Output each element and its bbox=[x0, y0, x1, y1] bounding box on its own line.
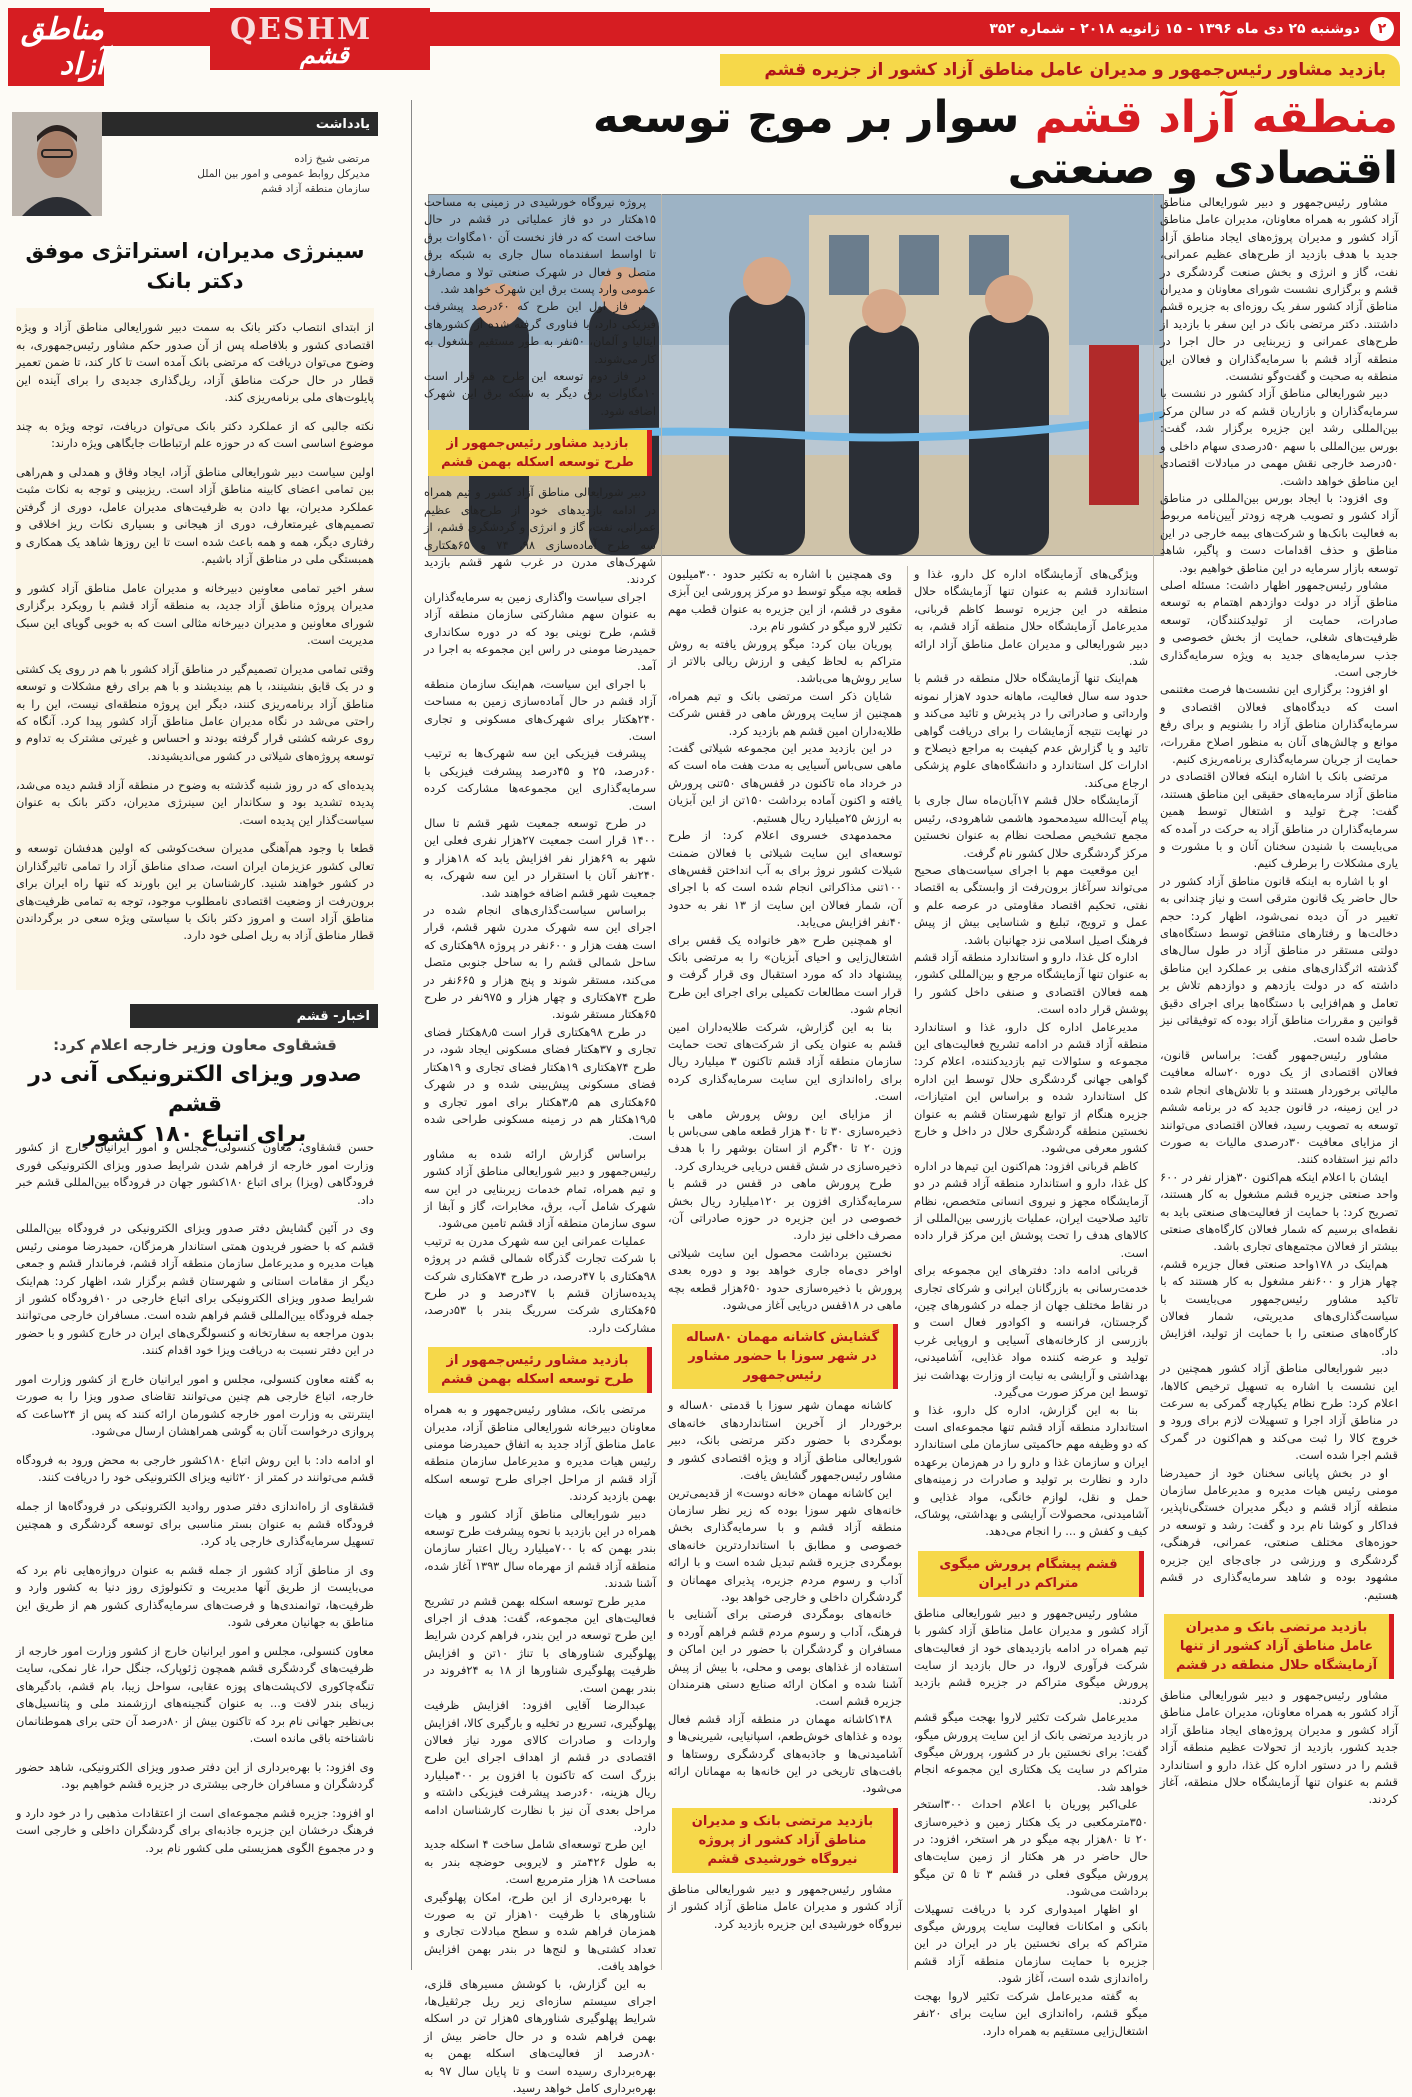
section-subhead: بازدید مشاور رئیس‌جمهور از طرح توسعه اسکله بهمن قشم bbox=[428, 1347, 652, 1393]
author-organization: سازمان منطقه آزاد قشم bbox=[261, 183, 370, 195]
paragraph: در طرح توسعه جمعیت شهر قشم تا سال ۱۴۰۰ قرار است جمعیت ۲۷هزار نفری فعلی این شهر به ۶۹هزار نفر افزایش یابد که ۱۸هزار و ۲۴۰نفر آنان با استقرار در این سه شهرک، به جمعیت شهر قشم اضافه خواهند شد. bbox=[424, 816, 657, 900]
paragraph: نخستین برداشت محصول این سایت شیلاتی اواخر دی‌ماه جاری خواهد بود و دوره بعدی پرورش با ذخیره‌سازی حدود ۶۵۰هزار قطعه بچه ماهی در ۱۸قفس دریایی آغاز می‌شود. bbox=[668, 1245, 902, 1313]
section-subhead: بازدید مشاور رئیس‌جمهور از طرح توسعه اسکله بهمن قشم bbox=[428, 430, 652, 476]
paragraph: حسن قشقاوی، معاون کنسولی، مجلس و امور ایرانیان خارج از کشور وزارت امور خارجه از فراهم شدن شرایط صدور ویزای الکترونیکی فوری فرودگاهی (ویزا) برای اتباع ۱۸۰کشور جهان در فرودگاه بین‌المللی قشم خبر داد. bbox=[16, 1140, 374, 1207]
article-column-3 bbox=[668, 566, 902, 1970]
news-body bbox=[16, 1128, 374, 1970]
section-subhead: گشایش کاشانه مهمان ۸۰ساله در شهر سوزا با حضور مشاور رئیس‌جمهور bbox=[672, 1324, 898, 1389]
paragraph: مشاور رئیس‌جمهور و دبیر شورایعالی مناطق آزاد کشور و مدیران عامل مناطق آزاد کشور از نیروگاه خورشیدی این جزیره بازدید کرد. bbox=[668, 1881, 902, 1931]
paragraph: پدیده‌ای که در روز شنبه گذشته به وضوح در منطقه آزاد قشم دیده می‌شد، پدیده تشدید بود و سکاندار این سینرژی مدیران، دکتر بانک به عنوان سیاست‌گذار این پدیده است. bbox=[16, 777, 374, 827]
paragraph: طرح پرورش ماهی در قفس در قشم با سرمایه‌گذاری افزون بر ۱۲۰میلیارد ریال بخش خصوصی در این جزیره در حوزه صادراتی آن، مصرف داخلی نیز دارد. bbox=[668, 1176, 902, 1243]
paragraph: او با اشاره به اینکه قانون مناطق آزاد کشور در حال حاضر یک قانون مترقی است و نیاز چندانی به تغییر در آن دیده نمی‌شود، اظهار کرد: حجم دخالت‌ها و رفتارهای متناقض توسط دستگاه‌های دولتی مستقر در مناطق آزاد در طول سال‌های گذشته اثرگذاری‌های منفی بر عملکرد این مناطق داشته که در دولت یازدهم و دوازدهم تلاش بر تعامل و هم‌افزایی با دستگاه‌ها برای اجرای دقیق قوانین و مقررات مناطق آزاد بوده که توفیقاتی نیز حاصل شده است. bbox=[1160, 873, 1398, 1045]
paragraph: این موقعیت مهم با اجرای سیاست‌های صحیح می‌تواند سرآغاز برون‌رفت از وابستگی به اقتصاد نفتی، تحکیم اقتصاد مقاومتی در عرصه علم و عمل و ترویج، تبلیغ و شناسایی بیش از پیش فرهنگ اصیل اسلامی نزد جهانیان باشد. bbox=[914, 862, 1148, 947]
paragraph: معاون کنسولی، مجلس و امور ایرانیان خارج از کشور وزارت امور خارجه از ظرفیت‌های گردشگری قشم همچون ژئوپارک، جنگل حرا، غار نمکی، سایت تنگه‌چاکوری لاک‌پشت‌های پوزه عقابی، سواحل زیبا، بام قشم، بادگیرهای زیبای بندر لافت و... به عنوان گنجینه‌های ارزشمند ملی و پتانسیل‌های بی‌نظیر جهانی نام برد که تاکنون بیش از ۸۰درصد آن حتی برای هموطنانمان ناشناخته باقی مانده است. bbox=[16, 1643, 374, 1745]
paragraph: با بهره‌برداری از این طرح، امکان پهلوگیری شناورهای با ظرفیت ۱۰هزار تن به صورت همزمان فراهم شده و سطح مبادلات تجاری و تعداد کشتی‌ها و لنج‌ها در بندر بهمن افزایش خواهد یافت. bbox=[424, 1889, 656, 1974]
author-info bbox=[110, 152, 370, 197]
paragraph: دبیر شورایعالی مناطق آزاد کشور در نشست با سرمایه‌گذاران و بازاریان قشم که در سالن مرکز بین‌المللی رشد این جزیره برگزار شد، گفت: بورس بین‌المللی با سهم ۵۰درصدی سهام داخلی و ۵۰درصد خارجی نقش مهمی در مبادلات اقتصادی این مناطق خواهد داشت. bbox=[1160, 386, 1398, 488]
paragraph: شایان ذکر است مرتضی بانک و تیم همراه، همچنین از سایت پرورش ماهی در قفس شرکت طلایه‌داران امین قشم هم بازدید کرد. bbox=[668, 688, 902, 738]
paragraph: مرتضی بانک با اشاره اینکه فعالان اقتصادی در مناطق آزاد سرمایه‌های حقیقی این مناطق هستند، گفت: چرخ تولید و اشتغال توسط همین سرمایه‌گذاران در مناطق آزاد به حرکت در آمده که می‌بایست با شنیدن سخنان آنان و با مشورت و یاری مشکلات را برطرف کنیم. bbox=[1160, 769, 1398, 871]
newspaper-logo: مناطق آزاد bbox=[8, 8, 104, 86]
author-portrait bbox=[12, 112, 102, 216]
section-subhead: قشم پیشگام پرورش میگوی متراکم در ایران bbox=[918, 1551, 1144, 1597]
paragraph: ویژگی‌های آزمایشگاه اداره کل دارو، غذا و استاندارد قشم به عنوان تنها آزمایشگاه حلال منطقه در این جزیره توسط کاظم قربانی، مدیرعامل آزمایشگاه حلال منطقه آزاد قشم، به دبیر شورایعالی و مدیران عامل مناطق آزاد ارائه شد. bbox=[914, 567, 1148, 669]
article-column-4 bbox=[424, 194, 657, 2096]
paragraph: بنا به این گزارش، اداره کل دارو، غذا و استاندارد منطقه آزاد قشم تنها مجموعه‌ای است که دو وظیفه مهم حاکمیتی سازمان ملی استاندارد ایران و سازمان غذا و دارو را در هم‌زمان برعهده دارد و نظارت بر تولید و صادرات در زمینه‌های حمل و نقل، لوازم خانگی، مواد غذایی و آشامیدنی، محصولات آرایشی و بهداشتی، پوشاک، کیف و کفش و ... را انجام می‌دهد. bbox=[914, 1402, 1148, 1539]
paragraph: وی از مناطق آزاد کشور از جمله قشم به عنوان دروازه‌هایی نام برد که می‌بایست از طریق آنها مدیریت و تکنولوژی روز دنیا به کشور وارد و ظرفیت‌ها، توانمندی‌ها و فرصت‌های سرمایه‌گذاری کشور هم از طریق این مناطق به جهانیان معرفی شود. bbox=[16, 1562, 374, 1630]
page-number: ۲ bbox=[1370, 17, 1394, 41]
paragraph: این طرح توسعه‌ای شامل ساخت ۴ اسکله جدید به طول ۴۲۶متر و لایروبی حوضچه بندر به مساحت ۱۸ هزار مترمربع است. bbox=[424, 1837, 656, 1887]
paragraph: خانه‌های بومگردی فرصتی برای آشنایی با فرهنگ، آداب و رسوم مردم قشم فراهم آورده و مسافران و گردشگران با حضور در این اماکن و استفاده از غذاهای بومی و محلی، با بیش از پیش آشنا شده و امکان ارائه صنایع دستی هنرمندان جزیره قشم است. bbox=[668, 1607, 902, 1709]
paragraph: مدیر طرح توسعه اسکله بهمن قشم در تشریح فعالیت‌های این مجموعه، گفت: هدف از اجرای این طرح توسعه در این بندر، فراهم کردن شرایط پهلوگیری شناورهای با تناژ ۱۰تن و افزایش ظرفیت پهلوگیری شناورها از ۱۸ به ۲۴فروند در بندر بهمن است. bbox=[424, 1593, 657, 1695]
paragraph: علی‌اکبر پوریان با اعلام احداث ۳۰۰استخر ۳۵۰مترمکعبی در یک هکتار زمین و ذخیره‌سازی ۲۰ تا ۸۰هزار بچه میگو در هر استخر، افزود: در حال حاضر در هر هکتار از زمین سایت‌های پرورش میگوی فعلی در قشم ۳ تا ۵ تن میگو برداشت می‌شود. bbox=[914, 1797, 1149, 1899]
paragraph: وی افزود: با ایجاد بورس بین‌المللی در مناطق آزاد کشور و تصویب هرچه زودتر آیین‌نامه مربوط به فعالیت بانک‌ها و شرکت‌های بیمه خارجی در این مناطق و حذف اقدامات دست و پاگیر، شاهد توسعه بازار سرمایه در این مناطق خواهیم بود. bbox=[1160, 490, 1398, 575]
paragraph: مشاور رئیس‌جمهور و دبیر شورایعالی مناطق آزاد کشور به همراه معاونان، مدیران عامل مناطق آزاد کشور و مدیران پروژه‌های ایجاد مناطق آزاد جدید با هدف بازدید از طرح‌های عظیم عمرانی، نفت، گاز و انرژی و بخش صنعت گردشگری در قشم و برگزاری نشست شورای معاونان و مدیران مناطق آزاد کشور سفر یک روزه‌ای به جزیره قشم داشتند. دکتر مرتضی بانک در این سفر با بازدید از طرح‌های عمرانی و زیربنایی در حال اجرا در منطقه آزاد قشم با سرمایه‌گذاران و فعالان این منطقه به صحبت و گفت‌وگو نشست. bbox=[1160, 195, 1398, 384]
paragraph: وی در آئین گشایش دفتر صدور ویزای الکترونیکی در فرودگاه بین‌المللی قشم که با حضور فریدون همتی استاندار هرمزگان، حمیدرضا مومنی رئیس هیات مدیره و مدیرعامل سازمان منطقه آزاد قشم، فرماندار قشم و جمعی دیگر از مقامات استانی و شهرستان قشم برگزار شد، اظهار کرد: هم‌اینک شرایط صدور ویزای الکترونیکی برای اتباع خارجی در ۱۰فرودگاه کشور از جمله فرودگاه بین‌المللی قشم فراهم شده است. مسافران خارجی می‌توانند بدون مراجعه به سفارتخانه و کنسولگری‌های ایران در خارج کشور و با حضور در این دفتر نسبت به دریافت ویزا خود اقدام کنند. bbox=[16, 1221, 374, 1358]
dateline: دوشنبه ۲۵ دی ماه ۱۳۹۶ - ۱۵ ژانویه ۲۰۱۸ - شماره ۳۵۲ bbox=[989, 21, 1360, 37]
paragraph: آزمایشگاه حلال قشم ۱۷آبان‌ماه سال جاری با پیام آیت‌الله سیدمحمود هاشمی شاهرودی، رئیس مجمع تشخیص مصلحت نظام به عنوان نخستین مرکز گردشگری حلال کشور نام گرفت. bbox=[914, 793, 1148, 860]
paragraph: به گفته معاون کنسولی، مجلس و امور ایرانیان خارج از کشور وزارت امور خارجه، اتباع خارجی هم چنین می‌توانند تقاضای صدور ویزا را به صورت اینترنتی به وزارت امور خارجه کشورمان ارائه کنند که پس از ۲۴ساعت که پروازی درخواست آنان به گوشی همراهشان ارسال می‌شود. bbox=[16, 1372, 374, 1439]
paragraph: بنا به این گزارش، شرکت طلایه‌داران امین قشم به عنوان یکی از شرکت‌های تحت حمایت سازمان منطقه آزاد قشم تاکنون ۳ میلیارد ریال برای راه‌اندازی این سایت سرمایه‌گذاری کرده است. bbox=[668, 1019, 902, 1104]
paragraph: عملیات عمرانی این سه شهرک مدرن به ترتیب با شرکت تجارت گذرگاه شمالی قشم در پروژه ۹۸هکتاری با ۴۷درصد، در طرح ۷۴هکتاری شرکت پدیده‌سازان قشم با ۴۷درصد و در طرح ۶۵هکتاری شرکت سرریگ بندر با ۵۳درصد، مشارکت دارد. bbox=[424, 1233, 656, 1335]
paragraph: پیشرفت فیزیکی این سه شهرک‌ها به ترتیب ۶۰درصد، ۲۵ و ۴۵درصد پیشرفت فیزیکی با سرمایه‌گذاری این مجموعه‌ها مشارکت کرده است. bbox=[424, 746, 656, 813]
paragraph: او افزود: برگزاری این نشست‌ها فرصت مغتنمی است که دیدگاه‌های فعالان اقتصادی و سرمایه‌گذاران مناطق آزاد را بشنویم و برای رفع موانع و چالش‌های آنان به منظور اصلاح مقررات، حمایت از جریان سرمایه‌گذاری برنامه‌ریزی کنیم. bbox=[1160, 682, 1398, 766]
paragraph: او اظهار امیدواری کرد با دریافت تسهیلات بانکی و امکانات فعالیت سایت پرورش میگوی متراکم که برای نخستین بار در ایران در این جزیره با حمایت سازمان منطقه آزاد قشم راه‌اندازی شده است، آغاز شود. bbox=[914, 1901, 1148, 1986]
author-name: مرتضی شیخ زاده bbox=[294, 153, 370, 165]
paragraph: او ادامه داد: با این روش اتباع ۱۸۰کشور خارجی به محض ورود به فرودگاه قشم می‌توانند در کمتر از ۲۰ثانیه ویزای الکترونیکی خود را دریافت کنند. bbox=[16, 1453, 374, 1485]
column-divider bbox=[1153, 194, 1154, 1970]
paragraph: مشاور رئیس‌جمهور اظهار داشت: مسئله اصلی مناطق آزاد در دولت دوازدهم اهتمام به توسعه صادرات، حمایت از تولیدکنندگان، توسعه ظرفیت‌های شغلی، حمایت از بخش خصوصی و جذب سرمایه‌های جدید به ویژه سرمایه‌گذاری خارجی است. bbox=[1160, 577, 1398, 679]
paragraph: با اجرای این سیاست، هم‌اینک سازمان منطقه آزاد قشم در حال آماده‌سازی زمین به مساحت ۲۴۰هکتار برای شهرک‌های مسکونی و تجاری است. bbox=[424, 676, 656, 743]
paragraph: سفر اخیر تمامی معاونین دبیرخانه و مدیران عامل مناطق آزاد کشور و مدیران پروژه مناطق آزاد جدید، به منطقه آزاد قشم با رویکرد برگزاری شورای معاونین و مدیران دبیرخانه مثالی است که به خوبی گویای این سبک مدیریت است. bbox=[16, 580, 374, 648]
paragraph: در این بازدید مدیر این مجموعه شیلاتی گفت: ماهی سی‌باس آسیایی به مدت هفت ماه است که در خرداد ماه تاکنون در قفس‌های ۵۰تنی پرورش یافته و اکنون آماده برداشت ۱۵۰تن از این آبزیان به ارزش ۲۵میلیارد ریال هستیم. bbox=[668, 741, 902, 825]
paragraph: از مزایای این روش پرورش ماهی با ذخیره‌سازی ۳۰ تا ۴۰ هزار قطعه ماهی سی‌باس با وزن ۲۰ تا ۴۰گرم از استان بوشهر را با هدف ذخیره‌سازی در شش قفس دریایی خریداری کرد. bbox=[668, 1106, 902, 1173]
paragraph: وی همچنین با اشاره به تکثیر حدود ۳۰۰میلیون قطعه بچه میگو توسط دو مرکز پرورشی این آبزی مقوی در قشم، از این جزیره به عنوان قطب مهم تکثیر لارو میگو در کشور نام برد. bbox=[668, 567, 902, 634]
main-headline bbox=[418, 92, 1398, 194]
headline-red-part: منطقه آزاد قشم bbox=[1034, 92, 1398, 143]
headline-black-part: سوار بر موج توسعه اقتصادی و صنعتی bbox=[592, 92, 1398, 194]
column-divider bbox=[907, 566, 908, 1970]
paragraph: قشقاوی از راه‌اندازی دفتر صدور روادید الکترونیکی در فرودگاه‌ها از جمله فرودگاه قشم به عنوان بستر مناسبی برای توسعه گردشگری و همچنین تسهیل سرمایه‌گذاری خارجی یاد کرد. bbox=[16, 1499, 374, 1549]
main-kicker: بازدید مشاور رئیس‌جمهور و مدیران عامل مناطق آزاد کشور از جزیره قشم bbox=[720, 54, 1400, 86]
paragraph: اجرای سیاست واگذاری زمین به سرمایه‌گذاران به عنوان سهم مشارکتی سازمان منطقه آزاد قشم، طرح نوینی بود که در دوره سکانداری حمیدرضا مومنی در راس این مجموعه به اجرا در آمد. bbox=[424, 589, 656, 674]
paragraph: ۱۴۸کاشانه مهمان در منطقه آزاد قشم فعال بوده و غذاهای خوش‌طعم، اسپانیایی، شیرینی‌ها و آشامیدنی‌ها و جاذبه‌های گردشگری روستاها و بافت‌های تاریخی در این خانه‌ها به مهمانان ارائه می‌شود. bbox=[668, 1711, 902, 1796]
news-kicker: قشقاوی معاون وزیر خارجه اعلام کرد: bbox=[53, 1036, 337, 1054]
paragraph: مشاور رئیس‌جمهور و دبیر شورایعالی مناطق آزاد کشور و مدیران عامل مناطق آزاد کشور با تیم همراه در ادامه بازدیدهای خود از فعالیت‌های شرکت فرآوری لاروا، در حال بازدید از سایت پرورش میگوی متراکم در جزیره قشم بازدید کردند. bbox=[914, 1605, 1148, 1707]
news-label-text: اخبار- قشم bbox=[296, 1008, 370, 1024]
paragraph: در طرح ۹۸هکتاری قرار است ۸٫۵هکتار فضای تجاری و ۳۷هکتار فضای مسکونی ایجاد شود، در طرح ۷۴هکتاری ۱۹هکتار فضای تجاری و ۱۹هکتار فضای مسکونی پیش‌بینی شده و در شهرک ۶۵هکتاری هم ۳٫۵هکتار برای امور تجاری و ۱۹٫۵هکتار هم در زمینه مسکونی طراحی شده است. bbox=[424, 1024, 656, 1144]
paragraph: پوریان بیان کرد: میگو پرورش یافته به روش متراکم به لحاظ کیفی و ارزش ریالی بالاتر از سایر روش‌ها می‌باشد. bbox=[668, 636, 902, 686]
paragraph: او همچنین طرح «هر خانواده یک قفس برای اشتغال‌زایی و احیای آبزیان» را به مرتضی بانک پیشنهاد داد که مورد استقبال وی قرار گرفت و قرار است مطالعات تکمیلی برای اجرای این طرح انجام شود. bbox=[668, 932, 902, 1017]
paragraph: مشاور رئیس‌جمهور و دبیر شورایعالی مناطق آزاد کشور به همراه معاونان، مدیران عامل مناطق آزاد کشور و مدیران پروژه‌های ایجاد مناطق آزاد جدید کشور، بازدید از تحولات عظیم منطقه آزاد قشم را در دستور اداره کل غذا، دارو و استاندارد قشم به عنوان تنها آزمایشگاه حلال منطقه، آغاز کردند. bbox=[1160, 1687, 1398, 1807]
news-title-line-2: برای اتباع ۱۸۰ کشور bbox=[83, 1122, 307, 1147]
paragraph: وقتی تمامی مدیران تصمیم‌گیر در مناطق آزاد کشور با هم در روی یک کشتی و در یک قایق بنشینند، با هم بیندیشند و با هم برای رفع مشکلات و توسعه مناطق آزاد برنامه‌ریزی کنند، دیگر این پروژه منطقه‌ای نیست، این را به راحتی می‌شد در نگاه مدیران عامل مناطق آزاد کشور پیدا کرد. آنگاه که روی عرشه کشتی قرار گرفته بودند و احساس و غیرتی مشترک به تداوم و توسعه پروژه‌های شیلاتی در کشور می‌اندیشیدند. bbox=[16, 661, 374, 763]
paragraph: مشاور رئیس‌جمهور گفت: براساس قانون، فعالان اقتصادی از یک دوره ۲۰ساله معافیت مالیاتی برخوردار هستند و با تلاش‌های انجام شده در این زمینه، در قانون جدید که در برنامه ششم توسعه به تصویب رسید، فعالان اقتصادی می‌توانند از مزایای معافیت ۳۰درصدی مالیات به صورت دائم نیز استفاده کنند. bbox=[1160, 1047, 1398, 1167]
brand-latin: QESHM bbox=[230, 12, 373, 47]
left-sidebar bbox=[12, 112, 378, 1970]
news-title-line-1: صدور ویزای الکترونیکی آنی در قشم bbox=[28, 1062, 362, 1117]
author-role: مدیرکل روابط عمومی و امور بین الملل bbox=[197, 168, 370, 180]
section-subhead: بازدید مرتضی بانک و مدیران عامل مناطق آزاد کشور از تنها آزمایشگاه حلال منطقه در قشم bbox=[1164, 1614, 1394, 1679]
paragraph: ایشان با اعلام اینکه هم‌اکنون ۳۰هزار نفر در ۶۰۰ واحد صنعتی جزیره قشم مشغول به کار هستند، تصریح کرد: با حمایت از فعالیت‌های صنعتی باید به نقطه‌ای برسیم که شمار فعالان کارگاه‌های صنعتی بیشتر از فعالان مجتمع‌های تجاری باشد. bbox=[1160, 1169, 1398, 1254]
paragraph: قربانی ادامه داد: دفترهای این مجموعه برای خدمت‌رسانی به بازرگانان ایرانی و شرکای تجاری در نقاط مختلف جهان از جمله در کشورهای چین، گرجستان، فرانسه و اکوادور فعال است و بازرسی از کارخانه‌های آسیایی و اروپایی غرب تولید و عرضه کننده مواد غذایی، آشامیدنی، بهداشتی و آرایشی به نیابت از وزارت بهداشت نیز توسط این مرکز صورت می‌گیرد. bbox=[914, 1263, 1148, 1400]
note-section-label bbox=[100, 112, 378, 136]
paragraph: قطعا با وجود هم‌آهنگی مدیران سخت‌کوشی که اولین هدفشان توسعه و تعالی کشور عزیزمان ایران است، صدای مناطق آزاد را تمامی تاثیرگذاران در کشور خواهند شنید. کارشناسان بر این باورند که تنها راه ایران برای برون‌رفت از وضعیت اقتصادی نامطلوب موجود، توجه به تمامی ظرفیت‌های مناطق آزاد است و امروز دکتر بانک با سیاستی ویژه سعی در برگرداندن قطار مناطق آزاد به ریل اصلی خود دارد. bbox=[16, 841, 374, 943]
column-divider bbox=[661, 194, 662, 1970]
brand-persian: قشم bbox=[300, 40, 349, 69]
paragraph: اداره کل غذا، دارو و استاندارد منطقه آزاد قشم به عنوان تنها آزمایشگاه مرجع و بین‌المللی کشور، همه فعالان اقتصادی و صنفی داخل کشور را پوشش قرار داده است. bbox=[914, 949, 1148, 1017]
paragraph: کاشانه مهمان شهر سوزا با قدمتی ۸۰ساله و برخوردار از آخرین استانداردهای خانه‌های بومگردی با حضور دکتر مرتضی بانک، دبیر شورایعالی مناطق آزاد و ویژه اقتصادی کشور و مشاور رئیس‌جمهور گشایش یافت. bbox=[668, 1398, 902, 1483]
paragraph: دبیر شورایعالی مناطق آزاد کشور همچنین در این نشست با اشاره به تسهیل ترخیص کالاها، اعلام کرد: طرح نظام یکپارچه گمرکی به سرعت در مناطق آزاد اجرا و تسهیلات لازم برای ورود و خروج کالا را ثبت می‌کند و هم‌اکنون در گمرک قشم اجرا شده است. bbox=[1160, 1361, 1398, 1463]
paragraph: وی افزود: با بهره‌برداری از این دفتر صدور ویزای الکترونیکی، شاهد حضور گردشگران و مسافران خارجی بیشتری در جزیره قشم خواهیم بود. bbox=[16, 1759, 374, 1792]
paragraph: در فاز دوم توسعه این طرح هم قرار است ۱۰مگاوات برق دیگر به شبکه برق این شهرک اضافه شود. bbox=[424, 369, 656, 418]
note-body bbox=[16, 308, 374, 990]
note-title-line-1: سینرژی مدیران، استراتژی موفق bbox=[25, 239, 365, 263]
paragraph: مرتضی بانک، مشاور رئیس‌جمهور و به همراه معاونان دبیرخانه شورایعالی مناطق آزاد، مدیران عامل مناطق آزاد جدید به اتفاق حمیدرضا مومنی رئیس هیات مدیره و مدیرعامل سازمان منطقه آزاد قشم از مراحل اجرای طرح توسعه اسکله بهمن بازدید کردند. bbox=[424, 1402, 656, 1504]
paragraph: این کاشانه مهمان «خانه دوست» از قدیمی‌ترین خانه‌های شهر سوزا بوده که زیر نظر سازمان منطقه آزاد قشم و با سرمایه‌گذاری بخش خصوصی و مطابق با استانداردترین خانه‌های بومگردی جزیره قشم تبدیل شده است و با ارائه آداب و رسوم مردم جزیره، پذیرای مهمانان و گردشگران داخلی و خارجی خواهد بود. bbox=[668, 1485, 902, 1604]
paragraph: دبیر شورایعالی مناطق آزاد کشور و تیم همراه در ادامه بازدیدهای خود از طرح‌های عظیم عمرانی، نفت، گاز و انرژی و گردشگری قشم، از سه طرح آماده‌سازی ۹۸، ۷۴ و ۶۵هکتاری شهرک‌های مدرن در غرب شهر قشم بازدید کردند. bbox=[424, 485, 656, 587]
paragraph: به گفته مدیرعامل شرکت تکثیر لاروا بهجت میگو قشم، راه‌اندازی این سایت برای ۲۰نفر اشتغال‌زایی مستقیم به همراه دارد. bbox=[914, 1988, 1148, 2038]
note-label-text: یادداشت bbox=[315, 116, 370, 132]
paragraph: اولین سیاست دبیر شورایعالی مناطق آزاد، ایجاد وفاق و همدلی و هم‌راهی بین تمامی اعضای کابینه مناطق آزاد است. ریزبینی و توجه به نکات مثبت عملکرد مدیران، بها دادن به ظرفیت‌های مدیران عامل، دوری از گرفتن تصمیم‌های غیرمتعارف، دوری از هیجانی و بسیاری نکات ریز اخلاقی و رفتاری دیگر، همه و همه باعث شده است تا این روزها شاهد یک همکاری و همبستگی ملی در مناطق آزاد باشیم. bbox=[16, 465, 374, 567]
paragraph: به این گزارش، با کوشش مسیرهای قلزی، اجرای سیستم سازه‌ای زیر ریل جرثقیل‌ها، شرایط پهلوگیری شناورهای ۵هزار تن در اسکله بهمن فراهم شده و در حال حاضر بیش از ۸۰درصد از فعالیت‌های اسکله بهمن به بهره‌برداری رسیده است و تا پایان سال ۹۷ به بهره‌برداری کامل خواهد رسید. bbox=[424, 1976, 656, 2096]
paragraph: عبدالرضا آقایی افزود: افزایش ظرفیت پهلوگیری، تسریع در تخلیه و بارگیری کالا، افزایش واردات و صادرات کالای مورد نیاز فعالان اقتصادی در قشم از اهداف اجرای این طرح بزرگ است که تاکنون با افزون بر ۴۰۰میلیارد ریال هزینه، ۶۰درصد پیشرفت فیزیکی داشته و مراحل بعدی آن نیز با نظارت کارشناسان ادامه دارد. bbox=[424, 1698, 656, 1834]
paragraph: در فاز اول این طرح که ۶۰درصد پیشرفت فیزیکی دارد، با فناوری گرفته شده از کشورهای ایتالیا و آلمان، ۵۰نفر به طور مستقیم مشغول به کار می‌شوند. bbox=[424, 299, 656, 366]
note-title-line-2: دکتر بانک bbox=[146, 269, 244, 293]
paragraph: از ابتدای انتصاب دکتر بانک به سمت دبیر شورایعالی مناطق آزاد و ویژه اقتصادی کشور و بلافاصله پس از آن صدور حکم مشاور رئیس‌جمهوری، به وضوح می‌توان دریافت که مرتضی بانک آمده است تا کار کند، تا ضمن تعمیر قطار در حال حرکت مناطق آزاد، ریل‌گذاری جدیدی را برای آینده این پایلوت‌های ملی برنامه‌ریزی کند. bbox=[16, 320, 374, 405]
paragraph: کاظم قربانی افزود: هم‌اکنون این تیم‌ها در اداره کل غذا، دارو و استاندارد منطقه آزاد قشم در دو آزمایشگاه مجهز و نیروی انسانی متخصص، نظام تائید صلاحیت ایران، عملیات بازرسی بین‌المللی از کالاهای هدف را تحت پوشش این مرکز قرار داده است. bbox=[914, 1158, 1148, 1260]
paragraph: دبیر شورایعالی مناطق آزاد کشور و هیات همراه در این بازدید با نحوه پیشرفت طرح توسعه بندر بهمن که با ۷۰۰میلیارد ریال اعتبار سازمان منطقه آزاد قشم از مهرماه سال ۱۳۹۳ آغاز شده، آشنا شدند. bbox=[424, 1506, 656, 1591]
section-subhead: بازدید مرتضی بانک و مدیران مناطق آزاد کشور از پروژه نیروگاه خورشیدی قشم bbox=[672, 1808, 898, 1873]
paragraph: هم‌اینک تنها آزمایشگاه حلال منطقه در قشم با حدود سه سال فعالیت، ماهانه حدود ۷هزار نمونه وارداتی و صادراتی را در پذیرش و تائید می‌کند و در نهایت نتیجه آزمایشات را برای دریافت گواهی تائید و یا گزارش عدم کیفیت به مراجع ذیصلاح و ادارات کل استاندارد و دانشگاه‌های علوم پزشکی ارجاع می‌کند. bbox=[914, 671, 1148, 790]
paragraph: مدیرعامل اداره کل دارو، غذا و استاندارد منطقه آزاد قشم در ادامه تشریح فعالیت‌های این مجموعه و سئوالات تیم بازدیدکننده، اعلام کرد: گواهی جهانی گردشگری حلال توسط این اداره کل استاندارد شده و براساس این امتیازات، جزیره هنگام از توابع شهرستان قشم به عنوان نخستین منطقه گردشگری حلال در داخل و خارج کشور معرفی می‌شود. bbox=[914, 1019, 1148, 1156]
paragraph: او افزود: جزیره قشم مجموعه‌ای است از اعتقادات مذهبی را در خود دارد و فرهنگ درخشان این جزیره جاذبه‌ای برای گردشگران داخلی و خارجی است و در مجموع الگوی همزیستی ملی کشور نام برد. bbox=[16, 1805, 374, 1855]
note-title bbox=[12, 236, 378, 296]
article-column-2 bbox=[914, 566, 1149, 2038]
sidebar-divider bbox=[411, 100, 412, 1970]
paragraph: نکته جالبی که از عملکرد دکتر بانک می‌توان دریافت، توجه ویژه به چند موضوع اساسی است که در حوزه علم ارتباطات جایگاهی ویژه دارند: bbox=[16, 418, 374, 451]
article-column-1 bbox=[1160, 194, 1398, 1970]
news-section-label bbox=[130, 1004, 378, 1028]
paragraph: او در بخش پایانی سخنان خود از حمیدرضا مومنی رئیس هیات مدیره و مدیرعامل سازمان منطقه آزاد قشم و دیگر مدیران خستگی‌ناپذیر، فداکار و کوشا نام برد و گفت: رشد و توسعه در حوزه‌های مختلف صنعتی، عمرانی، فرهنگی، گردشگری و ورزشی در جای‌جای این جزیره مشهود بوده و شاهد سرمایه‌گذاری در قشم هستیم. bbox=[1160, 1465, 1398, 1602]
paragraph: براساس گزارش ارائه شده به مشاور رئیس‌جمهور و دبیر شورایعالی مناطق آزاد کشور و تیم همراه، تمام خدمات زیربنایی در این سه شهرک شامل آب، برق، مخابرات، گاز و آبفا از سوی سازمان منطقه آزاد قشم تامین می‌شود. bbox=[424, 1146, 656, 1231]
paragraph: محمدمهدی خسروی اعلام کرد: از طرح توسعه‌ای این سایت شیلاتی با فعالان ضمنت شیلات کشور نروژ برای به آب انداختن قفس‌های ۱۰۰تنی مذاکراتی انجام شده است که با اجرای آن، شمار فعالان این سایت از ۱۳ نفر به حدود ۴۰نفر افزایش می‌یابد. bbox=[668, 828, 902, 930]
paragraph: براساس سیاست‌گذاری‌های انجام شده در اجرای این سه شهرک مدرن شهر قشم، قرار است هفت هزار و ۶۰۰نفر در پروژه ۹۸هکتاری که ساحل شمالی قشم را به ساحل جنوبی متصل می‌کند، مستقر شوند و پنج هزار و ۶۶۵نفر در طرح ۷۴هکتاری و چهار هزار و ۹۷۵نفر در طرح ۶۵هکتار مستقر شوند. bbox=[424, 903, 656, 1022]
paragraph: هم‌اینک در ۱۷۸واحد صنعتی فعال جزیره قشم، چهار هزار و ۶۰۰نفر مشغول به کار هستند که با تاکید مشاور رئیس‌جمهور می‌بایست با سیاست‌گذاری‌های مدیریتی، شمار فعالان کارگاه‌های صنعتی را با حمایت از تولید، افزایش داد. bbox=[1160, 1256, 1398, 1358]
author-photo-icon bbox=[12, 112, 102, 216]
paragraph: پروژه نیروگاه خورشیدی در زمینی به مساحت ۱۵هکتار در دو فاز عملیاتی در قشم در حال ساخت است که در فاز نخست آن ۱۰مگاوات برق تا اواسط اسفندماه سال جاری به شبکه برق متصل و فعال در شهرک صنعتی تولا و مصارف عمومی وارد پست برق این شهرک خواهد شد. bbox=[424, 195, 656, 297]
paragraph: مدیرعامل شرکت تکثیر لاروا بهجت میگو قشم در بازدید مرتضی بانک از این سایت پرورش میگو، گفت: برای نخستین بار در کشور، پرورش میگوی متراکم در سایت یک هکتاری این مجموعه انجام خواهد شد. bbox=[914, 1710, 1148, 1794]
